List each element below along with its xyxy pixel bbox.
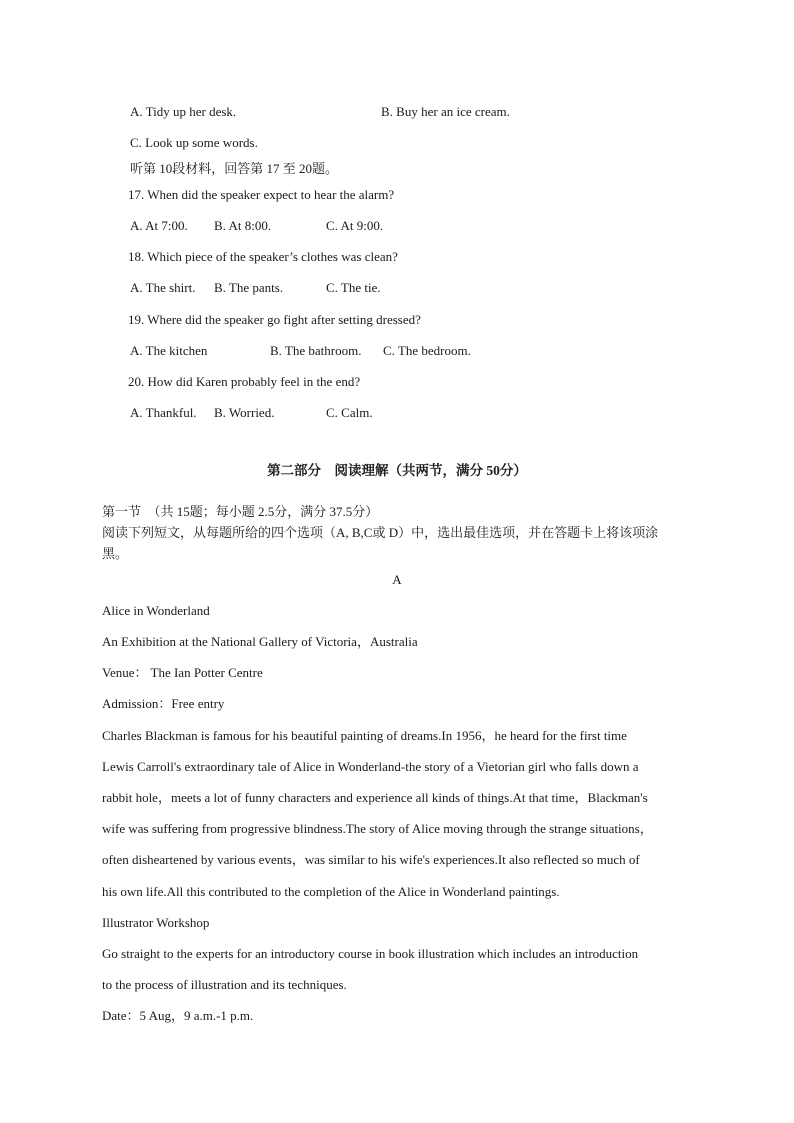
question-19 [128,312,421,328]
q19-option-a: A. The kitchen [130,343,208,358]
q17-option-c: C. At 9:00. [326,218,384,233]
q16-option-a: A. Tidy up her desk. [130,104,237,119]
passage-body-line: Charles Blackman is famous for his beautiful painting of dreams.In 1956，he heard for the first time [102,728,627,743]
passage-body-line: wife was suffering from progressive blindness.The story of Alice moving through the strange situations， [102,821,653,836]
question-number: 17. [128,187,145,202]
passage-label: A [392,572,402,587]
q17-option-a: A. At 7:00. [130,218,188,233]
reading-instruction-line1: 阅读下列短文，从每题所给的四个选项（A, B,C或 D）中，选出最佳选项，并在答题卡上将该项涂 [102,525,659,540]
passage-body-line: his own life.All this contributed to the completion of the Alice in Wonderland paintings. [102,884,560,899]
question-text: Where did the speaker go fight after setting dressed? [147,312,421,327]
question-17 [128,187,394,203]
q20-option-b: B. Worried. [214,405,275,420]
question-number: 18. [128,249,145,264]
q18-option-c: C. The tie. [326,280,381,295]
q19-option-b: B. The bathroom. [270,343,362,358]
question-text: When did the speaker expect to hear the alarm? [147,187,395,202]
q19-option-c: C. The bedroom. [383,343,471,358]
question-number: 19. [128,312,145,327]
passage-title: Alice in Wonderland [102,603,210,618]
passage-body-line: Lewis Carroll's extraordinary tale of Alice in Wonderland-the story of a Vietorian girl who falls down a [102,759,639,774]
q17-option-b: B. At 8:00. [214,218,272,233]
workshop-title: Illustrator Workshop [102,915,210,930]
section1-heading: 第一节 （共 15题；每小题 2.5分，满分 37.5分） [102,504,379,519]
question-18 [128,249,398,265]
question-text: Which piece of the speaker’s clothes was clean? [147,249,398,264]
question-number: 20. [128,374,145,389]
q20-option-a: A. Thankful. [130,405,197,420]
passage-venue: Venue： The Ian Potter Centre [102,665,263,680]
question-text: How did Karen probably feel in the end? [147,374,361,389]
workshop-line: to the process of illustration and its techniques. [102,977,347,992]
q16-option-b: B. Buy her an ice cream. [381,104,510,119]
q18-option-b: B. The pants. [214,280,284,295]
workshop-date: Date：5 Aug，9 a.m.-1 p.m. [102,1008,254,1023]
passage-body-line: rabbit hole，meets a lot of funny characters and experience all kinds of things.At that time，Blackman's [102,790,648,805]
passage-admission: Admission：Free entry [102,696,225,711]
passage-body-line: often disheartened by various events，was similar to his wife's experiences.It also reflected so much of [102,852,640,867]
q18-option-a: A. The shirt. [130,280,196,295]
part2-heading: 第二部分 阅读理解（共两节，满分 50分） [267,463,527,478]
q20-option-c: C. Calm. [326,405,373,420]
q16-option-c: C. Look up some words. [130,135,258,150]
section10-instruction: 听第 10段材料，回答第 17 至 20题。 [130,161,339,176]
workshop-line: Go straight to the experts for an introductory course in book illustration which includes an introduction [102,946,639,961]
question-20 [128,374,360,390]
reading-instruction-line2: 黑。 [102,546,129,561]
passage-subtitle: An Exhibition at the National Gallery of Victoria，Australia [102,634,418,649]
